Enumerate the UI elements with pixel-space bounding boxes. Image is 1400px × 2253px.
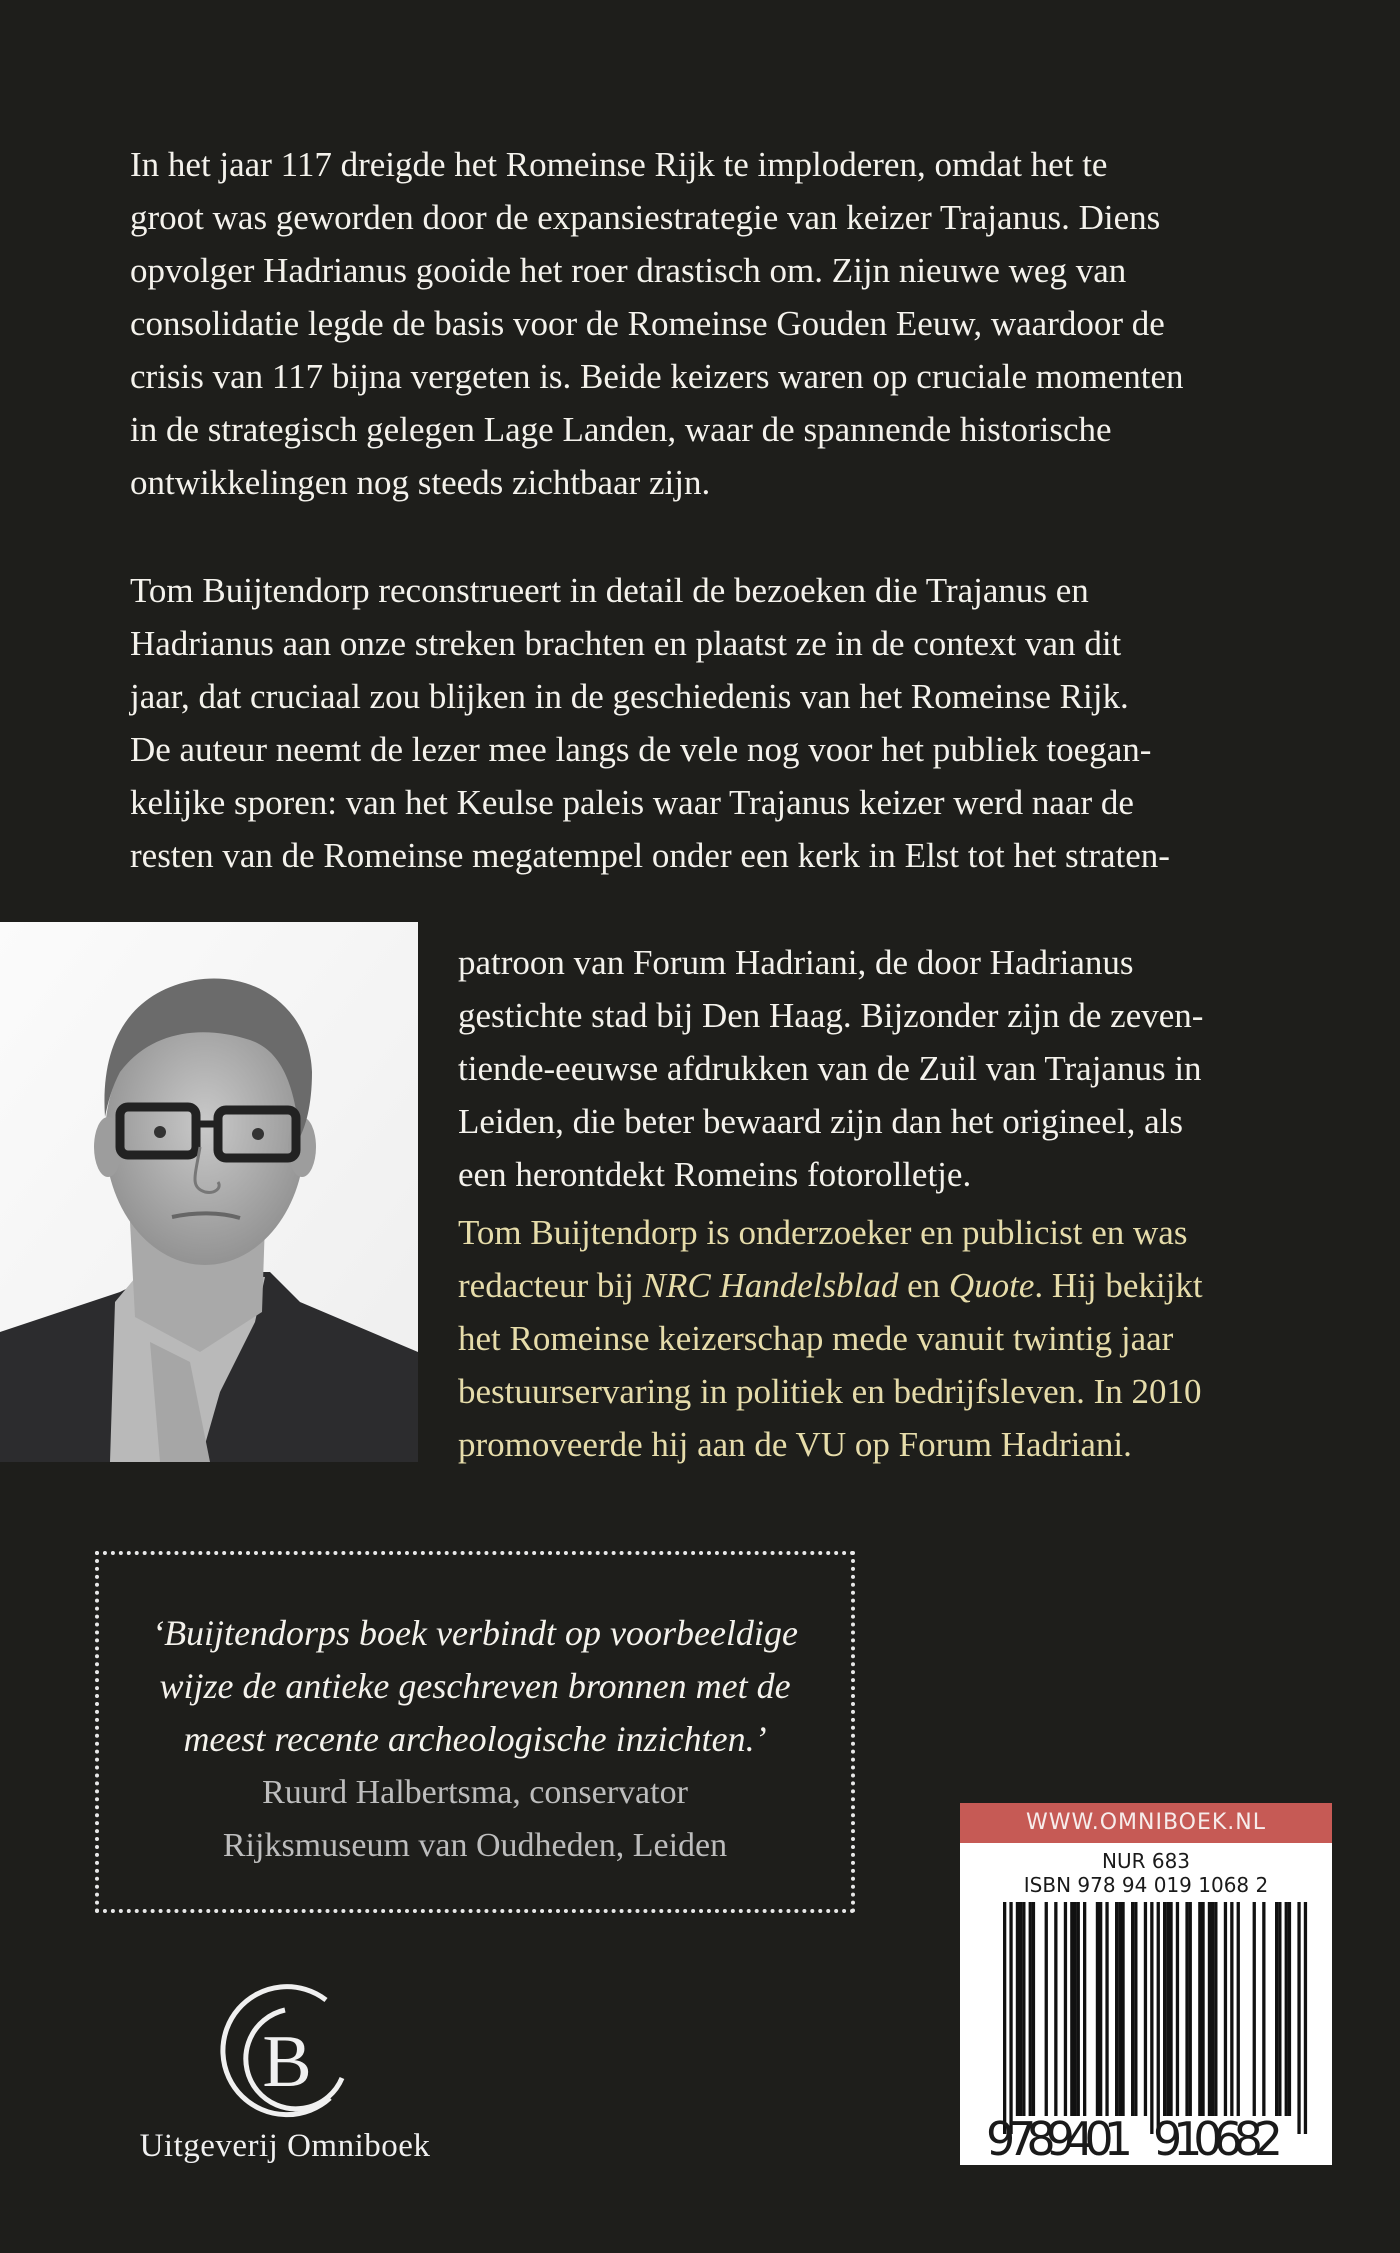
barcode-bar — [1115, 1902, 1118, 2116]
barcode-bar — [1285, 1902, 1288, 2116]
barcode-guard-bar — [1009, 1902, 1012, 2134]
bio-line: bestuurservaring in politiek en bedrijfsleven. In 2010 — [458, 1372, 1202, 1411]
barcode-guard-bar — [1150, 1902, 1153, 2134]
text-line: kelijke sporen: van het Keulse paleis waar Trajanus keizer werd naar de — [130, 783, 1134, 822]
barcode-bar — [1121, 1902, 1124, 2116]
barcode-bar — [1166, 1902, 1169, 2116]
barcode-bar — [1224, 1902, 1227, 2116]
publisher-url[interactable]: WWW.OMNIBOEK.NL — [960, 1803, 1332, 1843]
barcode-bar — [1077, 1902, 1080, 2116]
description-paragraph-2 — [130, 564, 1340, 882]
bio-text: en — [898, 1266, 949, 1305]
text-line: gestichte stad bij Den Haag. Bijzonder zijn de zeven- — [458, 996, 1204, 1035]
text-line: opvolger Hadrianus gooide het roer drastisch om. Zijn nieuwe weg van — [130, 251, 1127, 290]
text-line: patroon van Forum Hadriani, de door Hadrianus — [458, 943, 1134, 982]
bio-line: promoveerde hij aan de VU op Forum Hadriani. — [458, 1425, 1132, 1464]
barcode-bar — [1131, 1902, 1134, 2116]
barcode-guard-bar — [1304, 1902, 1307, 2134]
barcode-bar — [1144, 1902, 1147, 2116]
description-paragraph-2-continued — [458, 936, 1338, 1201]
barcode-bar — [1016, 1902, 1019, 2116]
text-line: crisis van 117 bijna vergeten is. Beide keizers waren op cruciale momenten — [130, 357, 1184, 396]
barcode-bar — [1288, 1902, 1291, 2116]
text-line: een herontdekt Romeins fotorolletje. — [458, 1155, 972, 1194]
barcode-bar — [1029, 1902, 1032, 2116]
barcode-digit-first: 9 — [986, 2112, 1016, 2165]
quote-line: ‘Buijtendorps boek verbindt op voorbeeldige — [152, 1613, 798, 1653]
barcode-bar — [1169, 1902, 1172, 2116]
barcode-bar — [1189, 1902, 1192, 2116]
author-portrait-image — [0, 922, 418, 1462]
publication-name: NRC Handelsblad — [642, 1266, 899, 1305]
ean-barcode — [960, 1803, 1332, 2165]
bio-line: het Romeinse keizerschap mede vanuit twintig jaar — [458, 1319, 1174, 1358]
barcode-bar — [1237, 1902, 1240, 2116]
text-line: consolidatie legde de basis voor de Romeinse Gouden Eeuw, waardoor de — [130, 304, 1165, 343]
text-line: groot was geworden door de expansiestrategie van keizer Trajanus. Diens — [130, 198, 1161, 237]
text-line: In het jaar 117 dreigde het Romeinse Rijk te imploderen, omdat het te — [130, 145, 1108, 184]
barcode-bar — [1096, 1902, 1099, 2116]
barcode-bar — [1211, 1902, 1214, 2116]
barcode-bar — [1230, 1902, 1233, 2116]
barcode-bar — [1022, 1902, 1025, 2116]
nur-code: NUR 683 — [1101, 1849, 1191, 1873]
barcode-bar — [1253, 1902, 1256, 2116]
barcode-digits-right: 910682 — [1153, 2112, 1283, 2165]
text-line: Tom Buijtendorp reconstrueert in detail de bezoeken die Trajanus en — [130, 571, 1089, 610]
barcode-bar — [1176, 1902, 1179, 2116]
barcode-bar — [1275, 1902, 1278, 2116]
text-line: tiende-eeuwse afdrukken van de Zuil van Trajanus in — [458, 1049, 1202, 1088]
barcode-bar — [1032, 1902, 1035, 2116]
text-line: Hadrianus aan onze streken brachten en plaatst ze in de context van dit — [130, 624, 1122, 663]
review-quote — [99, 1607, 851, 1872]
logo-letter: B — [262, 2021, 312, 2103]
barcode-bar — [1073, 1902, 1076, 2116]
author-photo — [0, 922, 418, 1462]
text-line: in de strategisch gelegen Lage Landen, waar de spannende historische — [130, 410, 1112, 449]
barcode-bar — [1201, 1902, 1204, 2116]
barcode-bar — [1198, 1902, 1201, 2116]
barcode-bar — [1185, 1902, 1188, 2116]
publication-name: Quote — [948, 1266, 1035, 1305]
text-line: ontwikkelingen nog steeds zichtbaar zijn. — [130, 463, 711, 502]
bio-text: redacteur bij — [458, 1266, 643, 1305]
quote-attribution: Ruurd Halbertsma, conservator — [262, 1774, 688, 1811]
description-paragraph-1 — [130, 138, 1340, 509]
text-line: resten van de Romeinse megatempel onder een kerk in Elst tot het straten- — [130, 836, 1170, 875]
barcode-bar — [1105, 1902, 1108, 2116]
author-bio — [458, 1206, 1338, 1471]
isbn-barcode-label — [960, 1803, 1332, 2165]
publisher-name: Uitgeverij Omniboek — [139, 2128, 431, 2164]
barcode-guard-bar — [1003, 1902, 1006, 2134]
barcode-bar — [1019, 1902, 1022, 2116]
barcode-bar — [1054, 1902, 1057, 2116]
barcode-bar — [1099, 1902, 1102, 2116]
barcode-bar — [1214, 1902, 1217, 2116]
barcode-bar — [1134, 1902, 1137, 2116]
barcode-guard-bar — [1157, 1902, 1160, 2134]
barcode-bar — [1262, 1902, 1265, 2116]
barcode-bar — [1208, 1902, 1211, 2116]
publisher-logo-icon — [120, 1970, 450, 2130]
barcode-bar — [1163, 1902, 1166, 2116]
barcode-bar — [1045, 1902, 1048, 2116]
barcode-bar — [1083, 1902, 1086, 2116]
text-line: De auteur neemt de lezer mee langs de vele nog voor het publiek toegan- — [130, 730, 1152, 769]
isbn-number: ISBN 978 94 019 1068 2 — [1023, 1873, 1269, 1897]
text-line: jaar, dat cruciaal zou blijken in de geschiedenis van het Romeinse Rijk. — [130, 677, 1129, 716]
bio-line: Tom Buijtendorp is onderzoeker en publicist en was — [458, 1213, 1188, 1252]
barcode-digits-left: 789401 — [1007, 2112, 1133, 2165]
quote-line: wijze de antieke geschreven bronnen met de — [159, 1666, 791, 1706]
barcode-bar — [1278, 1902, 1281, 2116]
barcode-guard-bar — [1297, 1902, 1300, 2134]
bio-text: . Hij bekijkt — [1034, 1266, 1203, 1305]
review-quote-box — [95, 1551, 855, 1913]
text-line: Leiden, die beter bewaard zijn dan het origineel, als — [458, 1102, 1183, 1141]
publisher-logo — [120, 1970, 450, 2180]
barcode-bar — [1064, 1902, 1067, 2116]
quote-attribution: Rijksmuseum van Oudheden, Leiden — [222, 1827, 728, 1864]
bio-line — [458, 1259, 1203, 1312]
barcode-bar — [1118, 1902, 1121, 2116]
quote-line: meest recente archeologische inzichten.’ — [183, 1719, 767, 1759]
barcode-bar — [1070, 1902, 1073, 2116]
